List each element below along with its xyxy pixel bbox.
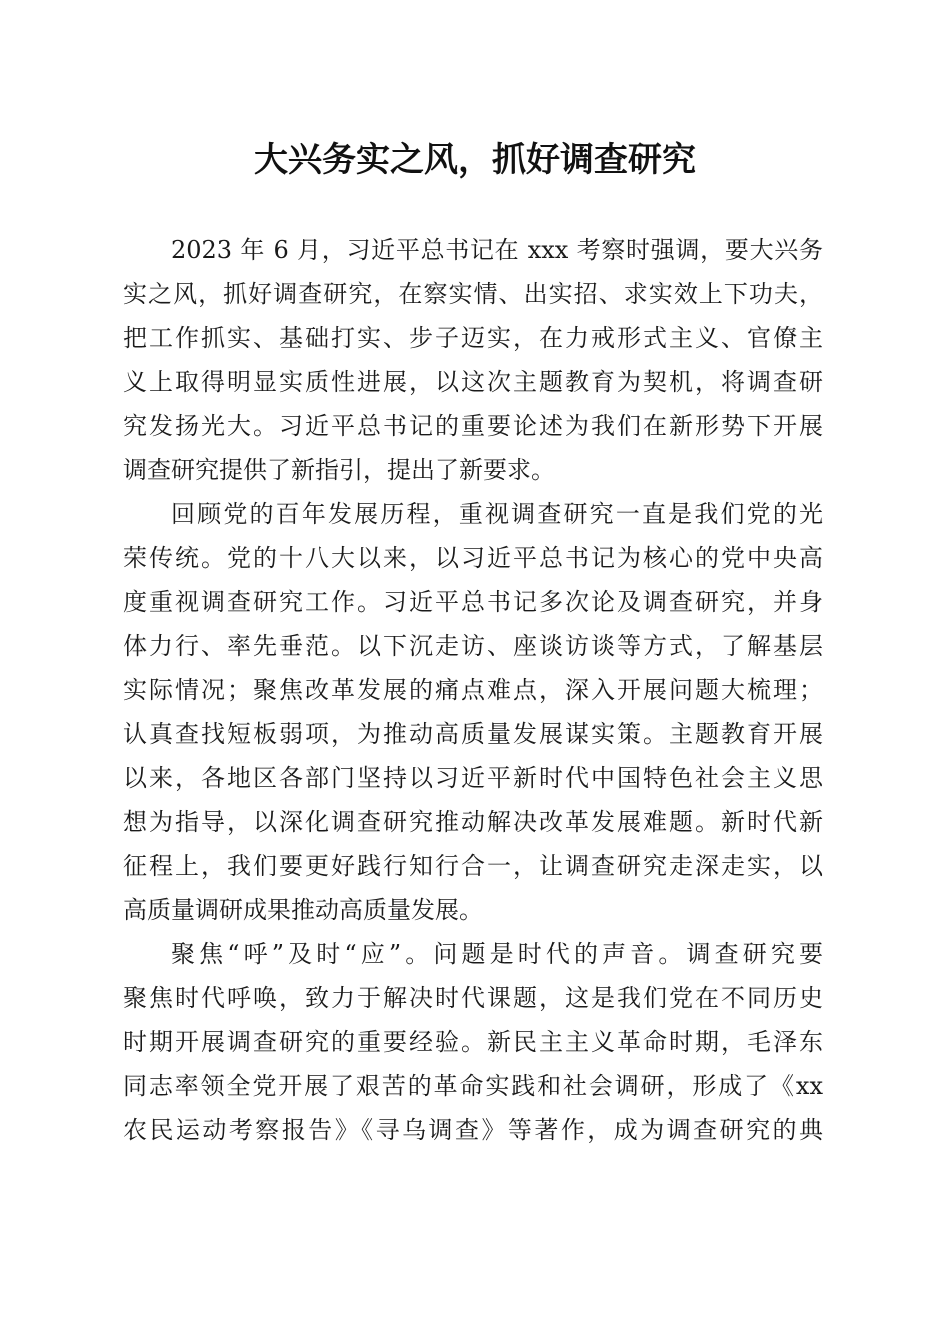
text-line: 同志率领全党开展了艰苦的革命实践和社会调研，形成了《xx [123, 1072, 823, 1100]
text-line: 实际情况；聚焦改革发展的痛点难点，深入开展问题大梳理； [123, 676, 823, 704]
text-line: 农民运动考察报告》《寻乌调查》等著作，成为调查研究的典 [123, 1116, 823, 1144]
text-line: 义上取得明显实质性进展，以这次主题教育为契机，将调查研 [123, 368, 823, 396]
document-body [123, 228, 823, 1152]
text-line: 想为指导，以深化调查研究推动解决改革发展难题。新时代新 [123, 808, 823, 836]
paragraph-2 [123, 492, 823, 932]
text-line: 把工作抓实、基础打实、步子迈实，在力戒形式主义、官僚主 [123, 324, 823, 352]
text-line: 认真查找短板弱项，为推动高质量发展谋实策。主题教育开展 [123, 720, 823, 748]
text-line: 时期开展调查研究的重要经验。新民主主义革命时期，毛泽东 [123, 1028, 823, 1056]
text-line: 回顾党的百年发展历程，重视调查研究一直是我们党的光 [171, 500, 823, 528]
text-line: 以来，各地区各部门坚持以习近平新时代中国特色社会主义思 [123, 764, 823, 792]
text-line: 2023 年 6 月，习近平总书记在 xxx 考察时强调，要大兴务 [171, 236, 823, 264]
paragraph-3 [123, 932, 823, 1152]
text-line: 度重视调查研究工作。习近平总书记多次论及调查研究，并身 [123, 588, 823, 616]
text-line: 聚焦“呼”及时“应”。问题是时代的声音。调查研究要 [171, 940, 823, 968]
text-line: 高质量调研成果推动高质量发展。 [123, 896, 483, 924]
text-line: 实之风，抓好调查研究，在察实情、出实招、求实效上下功夫， [123, 280, 823, 308]
text-line: 征程上，我们要更好践行知行合一，让调查研究走深走实，以 [123, 852, 823, 880]
text-line: 究发扬光大。习近平总书记的重要论述为我们在新形势下开展 [123, 412, 823, 440]
paragraph-1 [123, 228, 823, 492]
text-line: 聚焦时代呼唤，致力于解决时代课题，这是我们党在不同历史 [123, 984, 823, 1012]
text-line: 调查研究提供了新指引，提出了新要求。 [123, 456, 555, 484]
text-line: 荣传统。党的十八大以来，以习近平总书记为核心的党中央高 [123, 544, 823, 572]
document-title: 大兴务实之风，抓好调查研究 [254, 140, 696, 180]
text-line: 体力行、率先垂范。以下沉走访、座谈访谈等方式，了解基层 [123, 632, 823, 660]
